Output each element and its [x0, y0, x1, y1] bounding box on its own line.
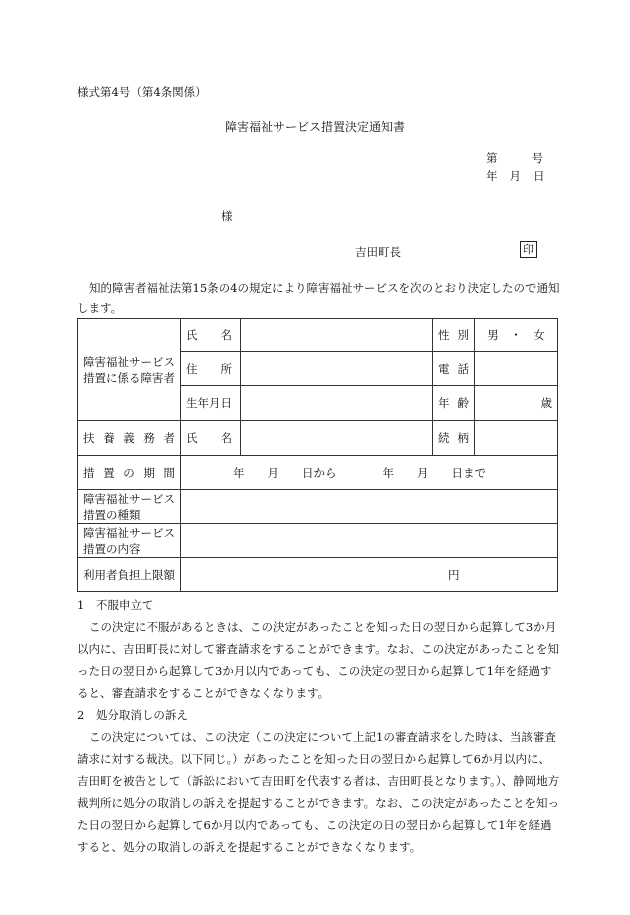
service-type-field[interactable]: [181, 490, 558, 524]
birth-label: 生年月日: [181, 386, 241, 421]
period-label: 措置の期間: [78, 456, 181, 490]
document-title: 障害福祉サービス措置決定通知書: [224, 120, 405, 134]
service-content-label: 障害福祉サービス措置の内容: [78, 524, 181, 558]
issuer-name: 吉田町長: [355, 245, 401, 259]
date-month: 月: [509, 169, 521, 183]
document-number: [486, 150, 543, 166]
seal-mark: 印: [520, 241, 537, 258]
note-1-body: この決定に不服があるときは、この決定があったことを知った日の翌日から起算して3か月以内に、吉田町長に対して審査請求をすることができます。なお、この決定があったことを知った日の翌日から起算して3か月以内であっても、この決定の翌日から起算して1年を経過すると、審査請求をすることができなくなります。: [77, 620, 559, 700]
note-2-body: この決定については、この決定（この決定について上記1の審査請求をした時は、当該審査請求に対する裁決。以下同じ。）があったことを知った日の翌日から起算して6か月以内に、吉田町を被告として（訴訟において吉田町を代表する者は、吉田町長となります。）、静岡地方裁判所に処分の取消しの訴えを提起することができます。なお、この決定があったことを知った日の翌日から起算して6か月以内であっても、この決定の日の翌日から起算して1年を経過すると、処分の取消しの訴えを提起することができなくなります。: [77, 730, 560, 854]
notes-section: [77, 594, 561, 858]
gender-value[interactable]: 男 ・ 女: [475, 319, 558, 352]
guardian-section-label: 扶養義務者: [78, 421, 181, 456]
date-day: 日: [533, 169, 545, 183]
age-label: 年齢: [433, 386, 475, 421]
doc-no-prefix: 第: [486, 151, 498, 165]
period-value[interactable]: 年 月 日から 年 月 日まで: [181, 456, 558, 490]
burden-limit-field[interactable]: 円: [181, 558, 558, 592]
age-field[interactable]: 歳: [475, 386, 558, 421]
address-label: 住 所: [181, 352, 241, 386]
phone-label: 電話: [433, 352, 475, 386]
issue-date: [486, 168, 545, 184]
name-label: 氏 名: [181, 319, 241, 352]
doc-no-suffix: 号: [531, 151, 543, 165]
service-type-label: 障害福祉サービス措置の種類: [78, 490, 181, 524]
form-number: 様式第4号（第4条関係）: [77, 85, 207, 99]
name-field[interactable]: [241, 319, 433, 352]
relation-field[interactable]: [475, 421, 558, 456]
relation-label: 続柄: [433, 421, 475, 456]
note-2-heading: 2 処分取消しの訴え: [77, 708, 188, 722]
decision-table: [77, 318, 558, 592]
guardian-name-field[interactable]: [241, 421, 433, 456]
intro-text: 知的障害者福祉法第15条の4の規定により障害福祉サービスを次のとおり決定したので通知します。: [77, 281, 560, 315]
phone-field[interactable]: [475, 352, 558, 386]
birth-field[interactable]: [241, 386, 433, 421]
note-1-heading: 1 不服申立て: [77, 598, 154, 612]
service-content-field[interactable]: [181, 524, 558, 558]
person-section-label: 障害福祉サービス措置に係る障害者: [78, 319, 181, 421]
addressee-suffix: 様: [221, 209, 233, 223]
burden-limit-label: 利用者負担上限額: [78, 558, 181, 592]
address-field[interactable]: [241, 352, 433, 386]
gender-label: 性別: [433, 319, 475, 352]
date-year: 年: [486, 169, 498, 183]
guardian-name-label: 氏 名: [181, 421, 241, 456]
